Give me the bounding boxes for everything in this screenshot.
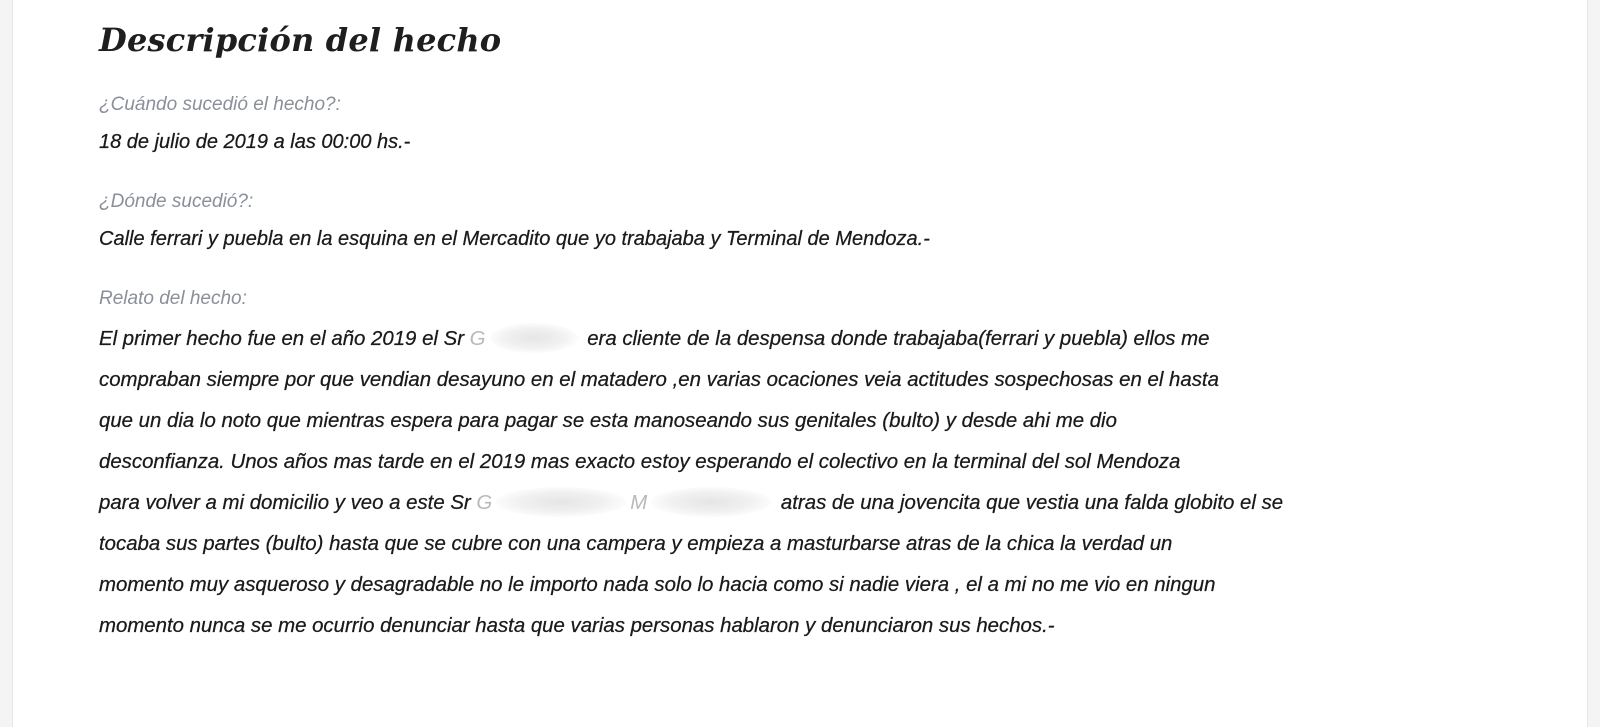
field-where-label: ¿Dónde sucedió?: <box>99 191 254 212</box>
redacted-name-blur <box>496 487 626 517</box>
relato-line: momento nunca se me ocurrio denunciar hasta que varias personas hablaron y denunciaron sus hechos.- <box>99 615 1055 637</box>
relato-narrative <box>99 319 1539 647</box>
redacted-initial: G <box>476 492 493 514</box>
redacted-name-blur <box>490 323 578 353</box>
relato-line-text: era cliente de la despensa donde trabajaba(ferrari y puebla) ellos me <box>581 328 1210 350</box>
relato-line-text: El primer hecho fue en el año 2019 el Sr <box>99 328 470 350</box>
relato-line <box>99 483 1539 524</box>
relato-line-text: atras de una jovencita que vestia una falda globito el se <box>775 492 1284 514</box>
relato-line-text: para volver a mi domicilio y veo a este Sr <box>99 492 477 514</box>
field-when <box>99 92 1539 156</box>
redacted-initial: M <box>630 492 648 514</box>
field-where <box>99 189 1539 253</box>
field-relato-label: Relato del hecho: <box>99 288 247 309</box>
field-relato <box>99 286 1539 647</box>
field-when-label: ¿Cuándo sucedió el hecho?: <box>99 94 341 115</box>
relato-line: compraban siempre por que vendian desayuno en el matadero ,en varias ocaciones veia actitudes sospechosas en el hasta <box>99 369 1219 391</box>
relato-line: desconfianza. Unos años mas tarde en el 2019 mas exacto estoy esperando el colectivo en la terminal del sol Mendoza <box>99 451 1181 473</box>
relato-line: momento muy asqueroso y desagradable no le importo nada solo lo hacia como si nadie viera , el a mi no me vio en ningun <box>99 574 1216 596</box>
redacted-initial: G <box>469 328 486 350</box>
relato-line: tocaba sus partes (bulto) hasta que se cubre con una campera y empieza a masturbarse atras de la chica la verdad un <box>99 533 1173 555</box>
relato-line: que un dia lo noto que mientras espera para pagar se esta manoseando sus genitales (bulto) y desde ahi me dio <box>99 410 1117 432</box>
field-when-value: 18 de julio de 2019 a las 00:00 hs.- <box>99 131 411 153</box>
section-title: Descripción del hecho <box>99 21 502 59</box>
redacted-surname-blur <box>651 487 771 517</box>
document-page <box>12 0 1588 727</box>
field-where-value: Calle ferrari y puebla en la esquina en el Mercadito que yo trabajaba y Terminal de Mendoza.- <box>99 228 930 250</box>
document-content <box>99 16 1539 680</box>
relato-line <box>99 319 1539 360</box>
